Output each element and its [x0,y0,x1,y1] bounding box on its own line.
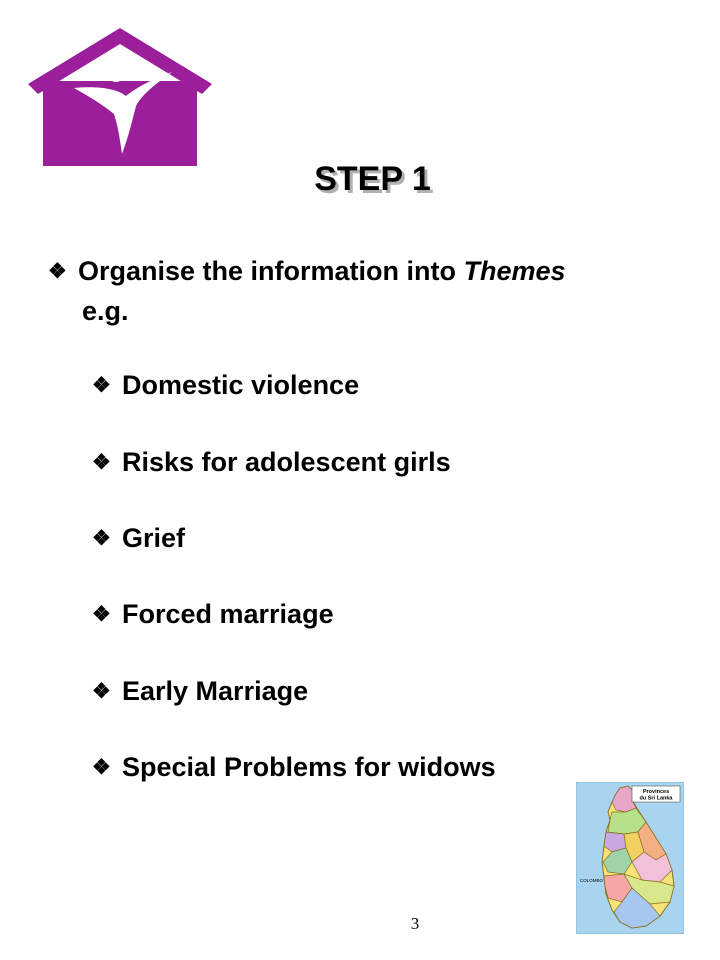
intro-text: Organise the information into [78,256,464,286]
theme-item [92,445,451,480]
theme-item [92,521,185,556]
theme-label: Domestic violence [122,370,360,400]
step-title: STEP 1 [314,160,431,198]
theme-label: Grief [122,523,186,553]
intro-italic-word: Themes [463,256,566,286]
theme-item [92,368,359,403]
theme-label: Special Problems for widows [122,752,496,782]
theme-item [92,597,334,632]
house-figure-logo [26,26,214,166]
theme-item [92,674,308,709]
diamond-bullet-icon: ❖ [92,374,111,397]
diamond-bullet-icon: ❖ [92,756,111,779]
intro-line2: e.g. [82,296,129,326]
theme-label: Risks for adolescent girls [122,447,451,477]
map-title-line1: Provinces [642,789,670,795]
theme-label: Early Marriage [122,676,309,706]
map-label-colombo: COLOMBO [580,878,604,883]
theme-label: Forced marriage [122,599,334,629]
map-title-line2: du Sri Lanka [639,795,673,802]
diamond-bullet-icon: ❖ [92,603,111,626]
page-number: 3 [410,914,420,933]
theme-item [92,750,496,785]
intro-bullet [48,254,566,289]
sri-lanka-map [576,782,684,934]
diamond-bullet-icon: ❖ [48,260,67,283]
diamond-bullet-icon: ❖ [92,680,111,703]
diamond-bullet-icon: ❖ [92,451,111,474]
diamond-bullet-icon: ❖ [92,527,111,550]
